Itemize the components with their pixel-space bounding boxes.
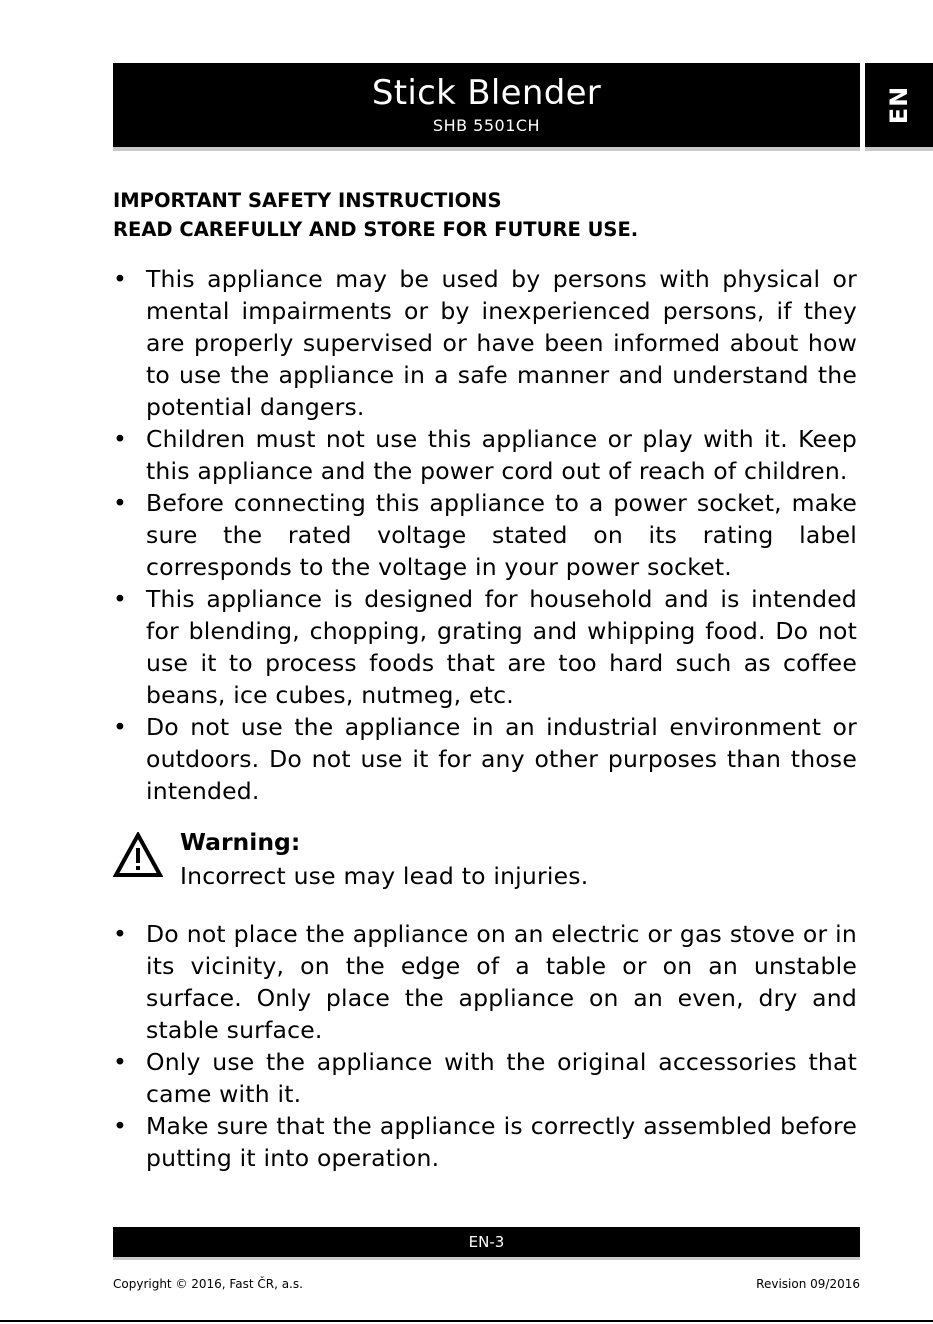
list-item: • Before connecting this appliance to a power socket, make sure the rated voltage stated on its rating label corresponds to the voltage in your power socket. — [113, 487, 857, 583]
safety-list-1 — [113, 263, 857, 807]
copyright-text: Copyright © 2016, Fast ČR, a.s. — [113, 1277, 303, 1291]
bottom-divider — [0, 1320, 933, 1322]
safety-heading-line-1: IMPORTANT SAFETY INSTRUCTIONS — [113, 189, 502, 212]
model-number: SHB 5501CH — [432, 116, 541, 135]
language-tab — [865, 63, 933, 147]
list-item: • Do not use the appliance in an industrial environment or outdoors. Do not use it for any other purposes than those intended. — [113, 711, 857, 807]
warning-triangle-icon — [113, 832, 163, 878]
page-number: EN-3 — [468, 1233, 505, 1251]
warning-title: Warning: — [180, 828, 301, 856]
page-number-bar — [113, 1227, 860, 1257]
list-item: • Only use the appliance with the original accessories that came with it. — [113, 1046, 857, 1110]
warning-text: Incorrect use may lead to injuries. — [180, 862, 589, 890]
warning-box — [113, 826, 857, 890]
list-item: • This appliance is designed for household and is intended for blending, chopping, grating and whipping food. Do not use it to process foods that are too hard such as coffee beans, ice cubes, nutmeg, etc. — [113, 583, 857, 711]
safety-heading — [113, 186, 638, 244]
page-title: Stick Blender — [371, 73, 602, 113]
list-item: • Make sure that the appliance is correctly assembled before putting it into operation. — [113, 1110, 857, 1174]
list-item: • Children must not use this appliance or play with it. Keep this appliance and the power cord out of reach of children. — [113, 423, 857, 487]
safety-heading-line-2: READ CAREFULLY AND STORE FOR FUTURE USE. — [113, 218, 639, 241]
list-item: • Do not place the appliance on an electric or gas stove or in its vicinity, on the edge of a table or on an unstable surface. Only place the appliance on an even, dry and stable surface. — [113, 918, 857, 1046]
list-item: • This appliance may be used by persons with physical or mental impairments or by inexperienced persons, if they are properly supervised or have been informed about how to use the appliance in a safe manner and understand the potential dangers. — [113, 263, 857, 423]
language-label: EN — [885, 85, 913, 125]
safety-list-2 — [113, 918, 857, 1174]
header-bar — [113, 63, 860, 147]
revision-text: Revision 09/2016 — [756, 1277, 860, 1291]
